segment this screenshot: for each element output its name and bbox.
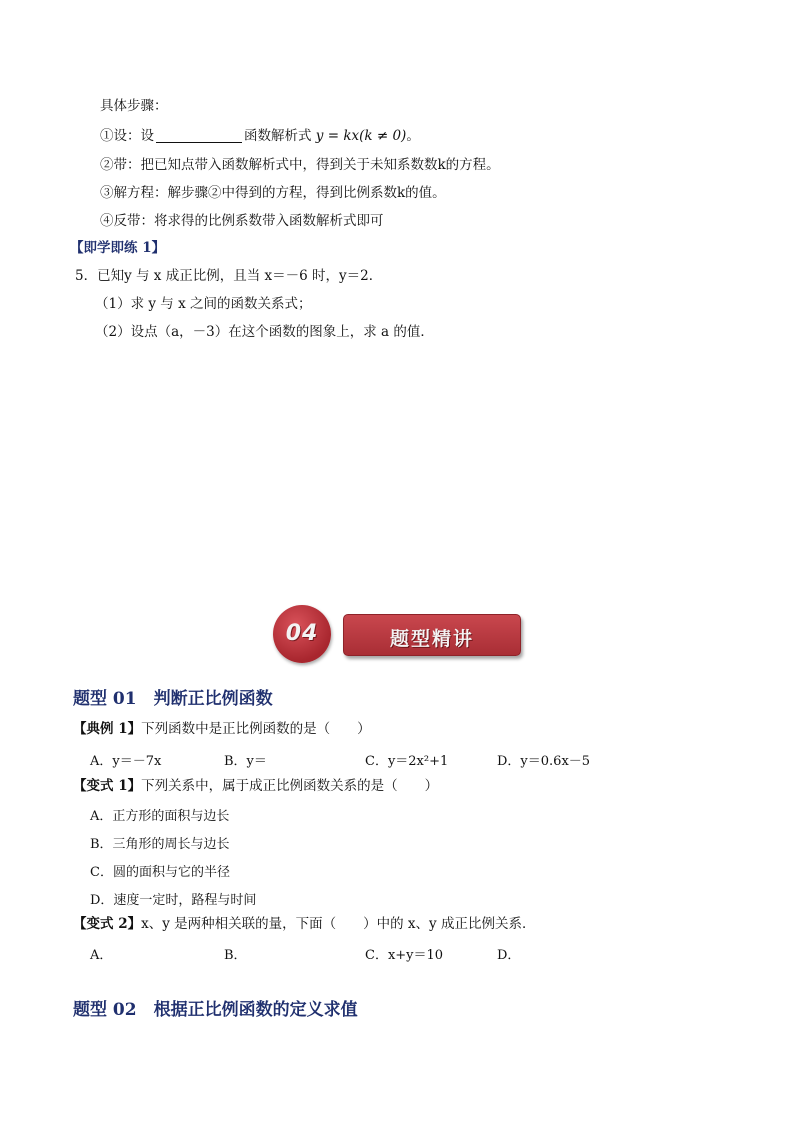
section-banner xyxy=(273,605,525,665)
practice-question: 5．已知y 与 x 成正比例，且当 x＝－6 时，y＝2． xyxy=(75,268,383,284)
section-number: 04 xyxy=(285,621,319,646)
step-3: ③解方程：解步骤②中得到的方程，得到比例系数k的值。 xyxy=(100,185,446,201)
example-1-option-b: B．y＝ xyxy=(224,754,267,769)
practice-sub-2: （2）设点（a，－3）在这个函数的图象上，求 a 的值． xyxy=(95,324,434,340)
example-1-option-c: C．y＝2x²+1 xyxy=(365,754,449,769)
variant-2-option-a: A． xyxy=(90,948,113,963)
step-4: ④反带：将求得的比例系数带入函数解析式即可 xyxy=(100,213,384,229)
variant-2-option-b: B． xyxy=(224,948,247,963)
fill-in-blank xyxy=(156,128,242,143)
variant-2-text: x、y 是两种相关联的量，下面（ ）中的 x、y 成正比例关系． xyxy=(141,916,536,932)
variant-2-option-c: C．x+y＝10 xyxy=(365,948,444,963)
practice-sub-1: （1）求 y 与 x 之间的函数关系式； xyxy=(95,296,312,312)
variant-1-option-b: B．三角形的周长与边长 xyxy=(90,837,230,852)
step-1-formula: y = kx(k ≠ 0) xyxy=(315,128,407,144)
example-1-option-d: D．y＝0.6x－5 xyxy=(497,754,591,769)
variant-1-tag: 【变式 1】 xyxy=(73,778,142,794)
type-01-title: 题型 01 判断正比例函数 xyxy=(73,689,273,709)
variant-2-tag: 【变式 2】 xyxy=(73,916,142,932)
step-1-prefix: ①设：设 xyxy=(100,128,154,144)
example-1-text: 下列函数中是正比例函数的是（ ） xyxy=(141,721,371,737)
example-1 xyxy=(73,720,371,738)
step-1-end: 。 xyxy=(406,128,420,144)
section-label: 题型精讲 xyxy=(389,628,474,650)
practice-title: 【即学即练 1】 xyxy=(70,240,166,256)
step-1 xyxy=(100,127,420,145)
section-label-tab xyxy=(343,614,521,656)
variant-1 xyxy=(73,777,438,795)
section-number-badge xyxy=(273,605,331,663)
steps-heading: 具体步骤： xyxy=(100,98,168,114)
example-1-tag: 【典例 1】 xyxy=(73,721,142,737)
variant-1-option-c: C．圆的面积与它的半径 xyxy=(90,865,230,880)
type-02-title: 题型 02 根据正比例函数的定义求值 xyxy=(73,1000,358,1020)
variant-2 xyxy=(73,915,535,933)
variant-1-option-d: D．速度一定时，路程与时间 xyxy=(90,893,257,908)
variant-1-option-a: A．正方形的面积与边长 xyxy=(90,809,230,824)
variant-2-option-d: D． xyxy=(497,948,521,963)
variant-1-text: 下列关系中，属于成正比例函数关系的是（ ） xyxy=(141,778,439,794)
example-1-option-a: A．y＝－7x xyxy=(90,754,162,769)
step-1-suffix: 函数解析式 xyxy=(244,128,312,144)
step-2: ②带：把已知点带入函数解析式中，得到关于未知系数数k的方程。 xyxy=(100,157,500,173)
